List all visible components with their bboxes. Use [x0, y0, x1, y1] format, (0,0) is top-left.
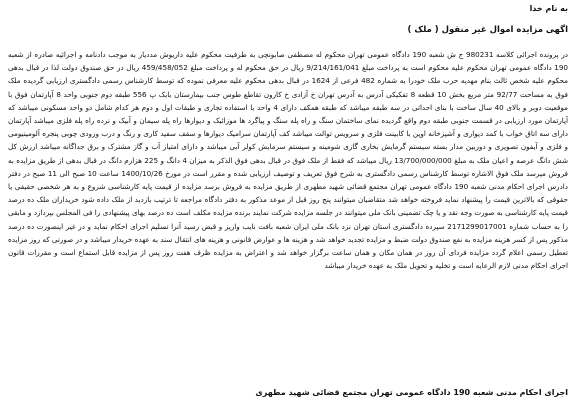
notice-title: اگهی مزایده اموال غیر منقول ( ملک ) [407, 25, 568, 35]
bismillah-heading: به نام خدا [529, 4, 568, 13]
issuer-signature-line: اجرای احکام مدنی شعبه 190 دادگاه عمومی تهران مجتمع قضائی شهید مطهری [255, 388, 568, 397]
notice-body-text: در پرونده اجرائی کلاسه 980231 ج ش شعبه 190 دادگاه عمومی تهران محکوم له مصطفی صابونچی به طرفیت محکوم علیه داریوش مددیار به موجب دادنامه و اجرائیه صادره از شعبه 190 دادگاه عمومی تهران محکوم علیه محکوم است به پرداخت مبلغ 9/214/161/041 ریال در حق محکوم له و پرداخت مبلغ 459/458/052 ریال در حق صندوق دولت لذا در قبال بدهی محکوم علیه شخص ثالث بنام مهدیه حرب ملک خودرا به شماره 482 فرعی از 1624 در قبال بدهی محکوم علیه معرفی نموده که توسط کارشناس رسمی دادگستری ارزیابی گردیده ملک فوق به مساحت 92/77 متر مربع بخش 10 قطعه 8 تفکیکی آدرس به آدرس تهران خ آزادی خ کارون تقاطع طوس جنب بیمارستان بابک پ 556 طبقه دوم جنوبی واحد 8 آپارتمان فوق با موقعیت دوبر و بالای 40 سال ساخت با بنای احداثی در سه طبقه میباشد که طبقه همکف دارای 4 واحد با استفاده تجاری و طبقات اول و دوم هر کدام شامل دو واحد مسکونی میباشد که آپارتمان مورد ارزیابی در قسمت جنوبی طبقه دوم واقع گردیده نمای ساختمان سنگ و راه پله سنگ و پیاگرد ها موزائیک و دیوارها راه پله سیمان و آبیک و نرده راه پله فلزی میباشد آپارتمان دارای سه اتاق خواب با کمد دیواری و آشپزخانه اوپن با کابینت فلزی و سرویس توالت میباشد کف آپارتمان سرامیک دیوارها و سقف سفید کاری و رنگ و درب ورودی چوبی پنجره آلومینیومی و فلزی و آیفون تصویری و دوربین مدار بسته سیستم گرمایش بخاری گازی شومینه و سیستم سرمایش کولر آبی میباشد و دارای امتیاز آب و گاز مشترک و برق جداگانه میباشد ارزش کل شش دانگ عرصه و اعیان ملک به مبلغ 13/700/000/000 ریال میباشد که فقط از ملک فوق در قبال بدهی فوق الذکر به میزان 4 دانگ و 225 هزارم دانگ در قبال بدهی از طریق مزایده به فروش میرسد ملک فوق الاشاره توسط کارشناس رسمی دادگستری به شرح فوق تعریف و توصیف ارزیابی شده و مقرر است در مورخ 1400/10/26 ساعت 10 صبح الی 11 صبح در دفتر دادرس اجرای احکام مدنی شعبه 190 دادگاه عمومی تهران مجتمع قضائی شهید مطهری از طریق مزایده به فروش برسد مزایده از قیمت پایه کارشناسی شروع و به هر شخصی حقیقی یا حقوقی که بالاترین قیمت را پیشنهاد نماید فروخته خواهد شد متقاضیان میتوانند پنج روز قبل از موعد مذکور به دفتر دادگاه مراجعه تا ترتیب بازدید از ملک داده شود خریداران ملک ده درصد قیمت پایه کارشناسی به صورت وجه نقد و یا چک تضمینی بانک ملی میتوانند در جلسه مزایده شرکت نمایند برنده مزایده مکلف است ده درصد بهای پیشنهادی را فی المجلس بپردازد و مابقی را به حساب شماره 2171299017001 سپرده دادگستری استان تهران نزد بانک ملی ایران شعبه بافت نایب واریز و قبض رسید آنرا تسلیم اجرای احکام نماید و در غیر اینصورت ده درصد مذکور پس از کسر هزینه مزایده به نفع صندوق دولت ضبط و مزایده تجدید خواهد شد و هزینه ها و عوارض قانونی و هزینه های انتقال سند به عهده خریدار میباشد و در صورتی که روز مزایده تعطیل رسمی اعلام گردد مزایده فردای آن روز در همان مکان و همان ساعت برگزار خواهد شد و اعتراض به مزایده ظرف هفت روز پس از مزایده قابل استماع است و مقررات قانون اجرای احکام مدنی لازم الرعایه است و تخلیه و تحویل ملک به عهده خریدار میباشد [8, 50, 568, 271]
